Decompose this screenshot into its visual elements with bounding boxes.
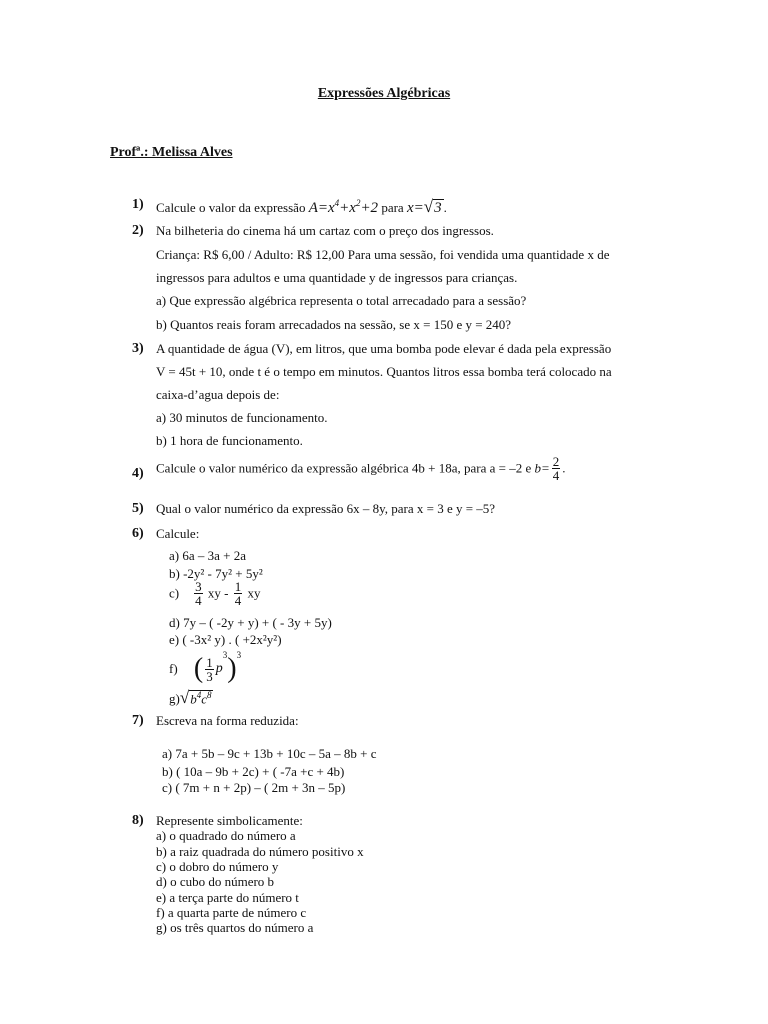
question-6-text: Calcule: [156,526,200,541]
question-6-item-e: e) ( -3x² y) . ( +2x²y²) [169,632,282,647]
question-4-text: Calcule o valor numérico da expressão algébrica 4b + 18a, para a = –2 e b= $\frac{2}{4}$ . [156,454,566,483]
question-2-item-b: b) Quantos reais foram arrecadados na sessão, se x = 150 e y = 240? [156,317,512,332]
question-1-expression: $A=x^4+x^2+2$ [308,198,379,216]
question-6-item-f: f) ( $\frac{1}{3}$ $p^3)^3$ [169,650,242,685]
question-6-item-c: c) $\frac{3}{4}$ xy - $\frac{1}{4}$ xy [169,579,261,608]
question-6-item-g: $g)√b^4c^8$ [169,688,212,707]
question-7-item-a: a) 7a + 5b – 9c + 13b + 10c – 5a – 8b + c [162,746,377,761]
question-6-item-a: a) 6a – 3a + 2a [169,548,246,563]
question-2-number: 2) [132,223,144,238]
question-7-item-c: c) ( 7m + n + 2p) – ( 2m + 3n – 5p) [162,780,346,795]
question-8-number: 8) [132,813,144,828]
question-1-text: Calcule o valor da expressão $A=x^4+x^2+2$ para x=√3 . [156,197,447,216]
question-7-number: 7) [132,713,144,728]
question-8-item-d: d) o cubo do número b [156,874,275,889]
question-7-item-b: b) ( 10a – 9b + 2c) + ( -7a +c + 4b) [162,764,345,779]
question-8-item-f: f) a quarta parte de número c [156,905,307,920]
question-4-fraction: $\frac{2}{4}$ [552,454,560,483]
question-1-number: 1) [132,197,144,212]
professor-name: Profª.: Melissa Alves [110,145,233,160]
question-1-prompt: Calcule o valor da expressão [156,200,306,215]
question-7-text: Escreva na forma reduzida: [156,713,299,728]
question-8-item-a: a) o quadrado do número a [156,828,296,843]
question-2-line-3: ingressos para adultos e uma quantidade y de ingressos para crianças. [156,270,518,285]
question-2-line-1: Na bilheteria do cinema há um cartaz com o preço dos ingressos. [156,223,494,238]
question-6-number: 6) [132,526,144,541]
page-title: Expressões Algébricas [317,86,451,101]
question-3-line-3: caixa-d’agua depois de: [156,387,280,402]
question-6-item-b: b) -2y² - 7y² + 5y² [169,566,263,581]
question-3-line-1: A quantidade de água (V), em litros, que uma bomba pode elevar é dada pela expressão [156,341,612,356]
question-8-item-e: e) a terça parte do número t [156,890,299,905]
question-8-item-c: c) o dobro do número y [156,859,279,874]
question-5-number: 5) [132,501,144,516]
question-8-item-g: g) os três quartos do número a [156,920,314,935]
question-2-item-a: a) Que expressão algébrica representa o total arrecadado para a sessão? [156,293,527,308]
question-3-line-2: V = 45t + 10, onde t é o tempo em minutos. Quantos litros essa bomba terá colocado na [156,364,612,379]
question-5-text: Qual o valor numérico da expressão 6x – 8y, para x = 3 e y = –5? [156,501,496,516]
question-3-item-a: a) 30 minutos de funcionamento. [156,410,328,425]
question-3-number: 3) [132,341,144,356]
question-6-item-d: d) 7y – ( -2y + y) + ( - 3y + 5y) [169,615,332,630]
question-4-number: 4) [132,466,144,481]
question-8-item-b: b) a raiz quadrada do número positivo x [156,844,364,859]
question-2-line-2: Criança: R$ 6,00 / Adulto: R$ 12,00 Para uma sessão, foi vendida uma quantidade x de [156,247,610,262]
question-8-text: Represente simbolicamente: [156,813,303,828]
question-3-item-b: b) 1 hora de funcionamento. [156,433,303,448]
question-1-value: x=√3 [406,197,442,216]
